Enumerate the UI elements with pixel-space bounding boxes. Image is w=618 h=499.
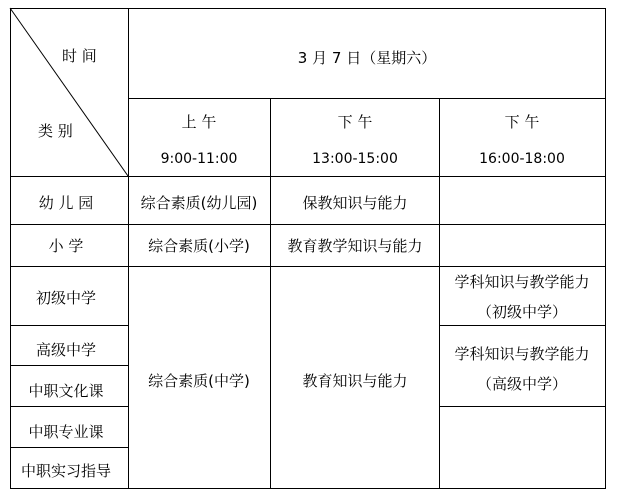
subject-middle-afternoon-1: 教育知识与能力 bbox=[302, 372, 408, 390]
subject-middle-morning: 综合素质(中学) bbox=[148, 372, 250, 390]
category-senior-high: 高级中学 bbox=[35, 341, 97, 359]
subject-kindergarten-morning: 综合素质(幼儿园) bbox=[140, 194, 258, 212]
subject-primary-afternoon-1: 教育教学知识与能力 bbox=[287, 237, 423, 255]
subject-senior-afternoon-2-line1: 学科知识与教学能力 bbox=[454, 345, 590, 363]
session-time-afternoon-1: 13:00-15:00 bbox=[312, 151, 398, 167]
category-kindergarten: 幼 儿 园 bbox=[38, 194, 94, 212]
session-time-afternoon-2: 16:00-18:00 bbox=[479, 151, 565, 167]
header-category-label: 类 别 bbox=[38, 122, 73, 140]
session-name-afternoon-1: 下 午 bbox=[337, 113, 373, 131]
subject-primary-morning: 综合素质(小学) bbox=[148, 237, 250, 255]
subject-kindergarten-afternoon-1: 保教知识与能力 bbox=[302, 194, 408, 212]
subject-senior-afternoon-2-line2: （高级中学） bbox=[476, 375, 568, 393]
category-vocational-internship: 中职实习指导 bbox=[20, 462, 112, 480]
exam-date: 3 月 7 日（星期六） bbox=[297, 49, 437, 67]
category-primary: 小 学 bbox=[48, 237, 84, 255]
header-time-label: 时 间 bbox=[62, 47, 97, 65]
subject-junior-afternoon-2-line1: 学科知识与教学能力 bbox=[454, 273, 590, 291]
session-name-morning: 上 午 bbox=[181, 113, 217, 131]
session-name-afternoon-2: 下 午 bbox=[504, 113, 540, 131]
category-junior-middle: 初级中学 bbox=[35, 289, 97, 307]
category-vocational-professional: 中职专业课 bbox=[28, 423, 104, 441]
session-time-morning: 9:00-11:00 bbox=[160, 151, 238, 167]
subject-junior-afternoon-2-line2: （初级中学） bbox=[476, 303, 568, 321]
category-vocational-culture: 中职文化课 bbox=[28, 382, 104, 400]
